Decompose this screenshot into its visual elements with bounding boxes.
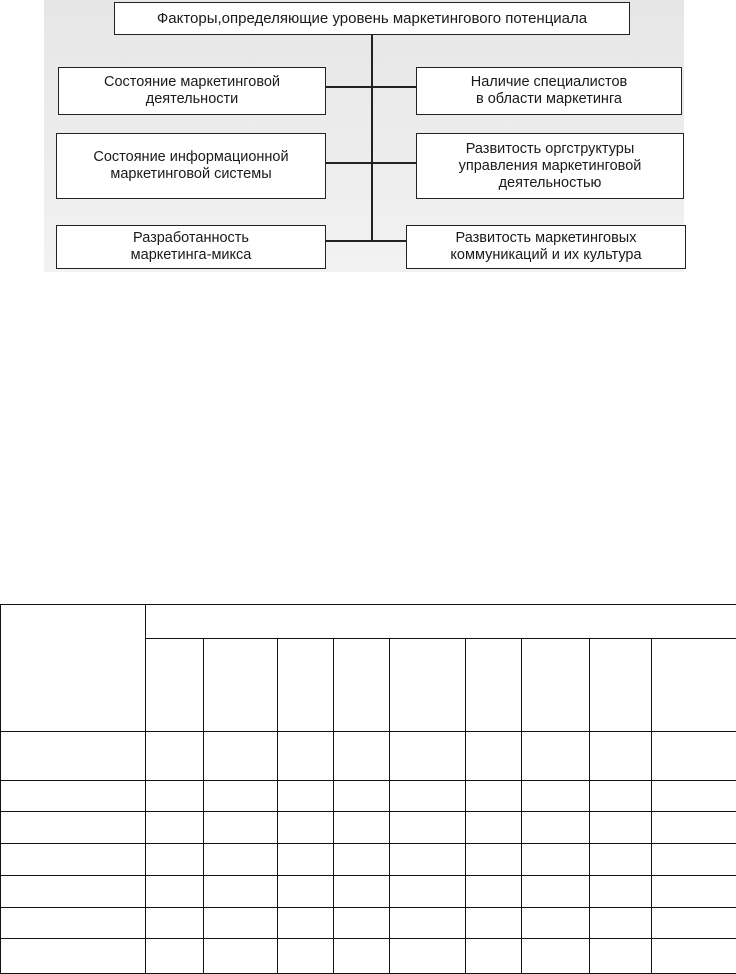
table-row	[1, 939, 736, 974]
table-cell	[590, 908, 652, 939]
table-cell	[466, 908, 522, 939]
table-cell	[590, 876, 652, 908]
table-cell	[334, 908, 390, 939]
table-cell	[390, 639, 466, 732]
table-cell	[204, 812, 278, 844]
table-cell	[466, 639, 522, 732]
table-cell	[522, 876, 590, 908]
table-cell	[1, 844, 146, 876]
table-cell	[278, 781, 334, 812]
table-header-row	[1, 605, 736, 639]
table-cell	[466, 844, 522, 876]
table-row	[1, 908, 736, 939]
table-cell	[652, 844, 736, 876]
table-cell	[204, 639, 278, 732]
table-cell	[590, 844, 652, 876]
table-cell	[146, 781, 204, 812]
table-cell	[146, 732, 204, 781]
table-cell	[146, 908, 204, 939]
diagram-title: Факторы,определяющие уровень маркетингового потенциала	[157, 10, 587, 27]
table-group-header-cell	[146, 605, 736, 639]
table-cell	[590, 732, 652, 781]
table-cell	[334, 781, 390, 812]
table-row	[1, 812, 736, 844]
branch-connector-2	[326, 162, 416, 164]
table-cell	[204, 876, 278, 908]
table-cell	[466, 732, 522, 781]
table-cell	[590, 639, 652, 732]
table-cell	[522, 812, 590, 844]
table-cell	[204, 732, 278, 781]
table-cell	[390, 844, 466, 876]
table-cell	[278, 844, 334, 876]
table-cell	[334, 732, 390, 781]
table-cell	[390, 939, 466, 974]
table-cell	[1, 908, 146, 939]
table-cell	[652, 939, 736, 974]
table-cell	[466, 781, 522, 812]
factor-label: Развитость маркетинговых коммуникаций и их культура	[421, 230, 671, 264]
factor-box-info-system	[56, 133, 326, 199]
factor-label: Разработанность маркетинга-микса	[119, 230, 263, 264]
table-cell	[1, 876, 146, 908]
factor-label: Развитость оргструктуры управления маркетинговой деятельностью	[437, 141, 663, 192]
table-cell	[522, 844, 590, 876]
table-cell	[390, 732, 466, 781]
diagram-title-box	[114, 2, 630, 35]
table-cell	[146, 812, 204, 844]
table-cell	[466, 876, 522, 908]
table-cell	[278, 908, 334, 939]
table-cell	[590, 939, 652, 974]
table-cell	[1, 732, 146, 781]
table-cell	[652, 732, 736, 781]
table-cell	[652, 876, 736, 908]
table-corner-cell	[1, 605, 146, 732]
table-cell	[146, 844, 204, 876]
table-cell	[278, 812, 334, 844]
table-cell	[390, 812, 466, 844]
table-cell	[278, 639, 334, 732]
table-cell	[334, 939, 390, 974]
table-row	[1, 732, 736, 781]
table-cell	[334, 876, 390, 908]
table-cell	[278, 876, 334, 908]
table-cell	[278, 732, 334, 781]
table-cell	[466, 812, 522, 844]
table-cell	[1, 781, 146, 812]
trunk-connector	[371, 34, 373, 240]
table-cell	[1, 812, 146, 844]
factor-box-communications	[406, 225, 686, 269]
factor-box-marketing-activity	[58, 67, 326, 115]
table-row	[1, 844, 736, 876]
table-cell	[390, 876, 466, 908]
table-cell	[390, 781, 466, 812]
table-cell	[652, 781, 736, 812]
table-cell	[204, 908, 278, 939]
factor-box-specialists	[416, 67, 682, 115]
table-cell	[334, 812, 390, 844]
table-cell	[522, 732, 590, 781]
table-cell	[652, 639, 736, 732]
table-cell	[390, 908, 466, 939]
factor-box-org-structure	[416, 133, 684, 199]
table-cell	[652, 908, 736, 939]
table-cell	[204, 844, 278, 876]
marketing-potential-diagram	[0, 0, 736, 300]
table-cell	[590, 812, 652, 844]
table-cell	[204, 939, 278, 974]
table-cell	[590, 781, 652, 812]
table-cell	[334, 639, 390, 732]
table-cell	[466, 939, 522, 974]
table-cell	[652, 812, 736, 844]
table-cell	[1, 939, 146, 974]
table-row	[1, 781, 736, 812]
factor-label: Наличие специалистов в области маркетинга	[467, 74, 631, 108]
factor-box-marketing-mix	[56, 225, 326, 269]
factor-label: Состояние маркетинговой деятельности	[65, 74, 319, 108]
table-grid	[0, 604, 736, 974]
table-cell	[204, 781, 278, 812]
branch-connector-1	[326, 86, 416, 88]
branch-connector-3	[326, 240, 416, 242]
table-cell	[522, 639, 590, 732]
table-cell	[522, 939, 590, 974]
table-row	[1, 876, 736, 908]
table-cell	[522, 781, 590, 812]
table-cell	[146, 939, 204, 974]
table-cell	[522, 908, 590, 939]
table-cell	[278, 939, 334, 974]
factor-label: Состояние информационной маркетинговой системы	[91, 149, 291, 183]
table-cell	[146, 639, 204, 732]
table-cell	[334, 844, 390, 876]
empty-data-table	[0, 604, 736, 969]
table-cell	[146, 876, 204, 908]
